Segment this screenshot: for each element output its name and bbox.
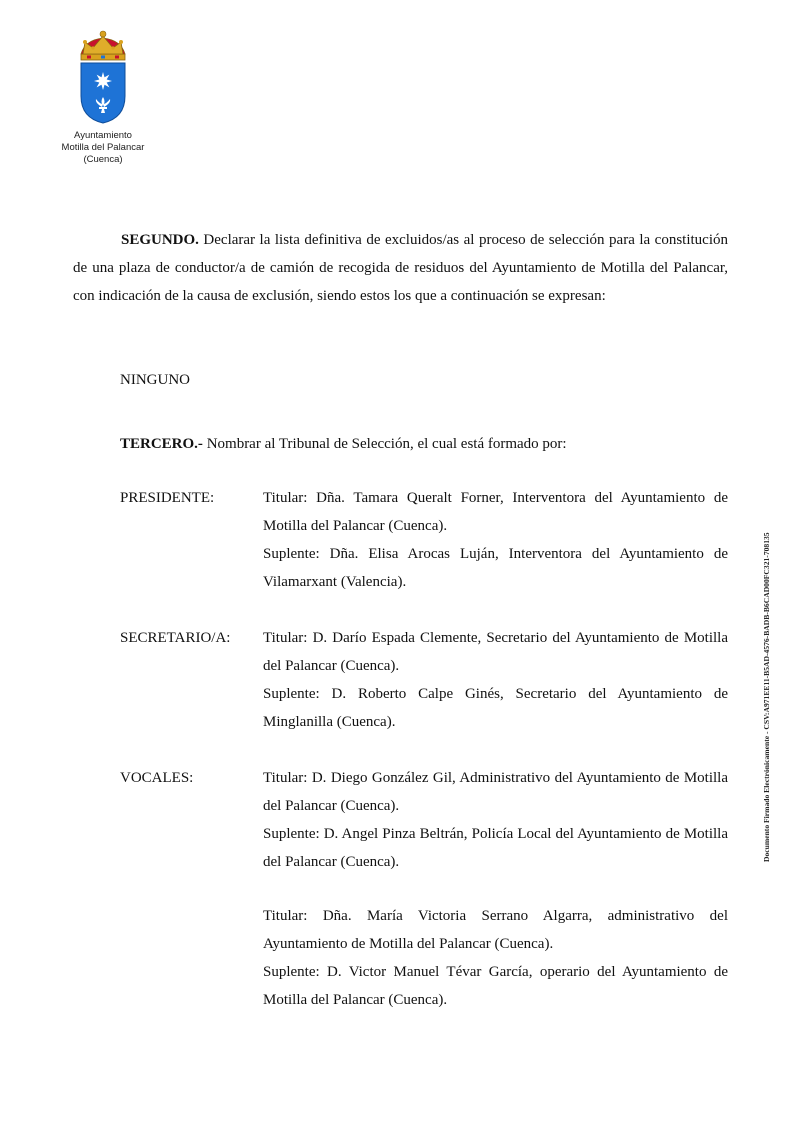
- vocal-suplente-2: Suplente: D. Victor Manuel Tévar García, operario del Ayuntamiento de Motilla del Palancar (Cuenca).: [263, 964, 728, 1008]
- role-vocales: VOCALES:: [120, 770, 194, 786]
- coat-of-arms-icon: [73, 28, 133, 124]
- vocal-suplente-1: Suplente: D. Angel Pinza Beltrán, Policía Local del Ayuntamiento de Motilla del Palancar (Cuenca).: [263, 826, 728, 870]
- excluded-list-value: NINGUNO: [120, 372, 190, 388]
- municipal-logo: [48, 28, 158, 166]
- segundo-paragraph: [73, 226, 728, 310]
- presidente-members: [263, 484, 728, 596]
- presidente-titular: Titular: Dña. Tamara Queralt Forner, Interventora del Ayuntamiento de Motilla del Palancar (Cuenca).: [263, 490, 728, 534]
- segundo-text: Declarar la lista definitiva de excluidos/as al proceso de selección para la constitución de una plaza de conductor/a de camión de recogida de residuos del Ayuntamiento de Motilla del Palancar, con indicación de la causa de exclusión, siendo estos los que a continuación se expresan:: [73, 232, 728, 304]
- secretario-titular: Titular: D. Darío Espada Clemente, Secretario del Ayuntamiento de Motilla del Palancar (Cuenca).: [263, 630, 728, 674]
- logo-caption-line: Ayuntamiento: [74, 130, 132, 141]
- role-secretario: SECRETARIO/A:: [120, 630, 231, 646]
- vocal-titular-1: Titular: D. Diego González Gil, Administrativo del Ayuntamiento de Motilla del Palancar (Cuenca).: [263, 770, 728, 814]
- tercero-paragraph: [120, 430, 567, 458]
- tercero-heading: TERCERO.-: [120, 436, 203, 452]
- electronic-signature-csv: Documento Firmado Electrónicamente - CSV:A971EE11-B5AD-4576-BADB-B6CAD00FC321-708135: [762, 532, 771, 862]
- tercero-text: Nombrar al Tribunal de Selección, el cual está formado por:: [202, 436, 567, 452]
- presidente-suplente: Suplente: Dña. Elisa Arocas Luján, Interventora del Ayuntamiento de Vilamarxant (Valencia).: [263, 546, 728, 590]
- logo-caption: [48, 130, 158, 166]
- logo-caption-line: (Cuenca): [83, 154, 123, 165]
- vocal-titular-2: Titular: Dña. María Victoria Serrano Algarra, administrativo del Ayuntamiento de Motilla del Palancar (Cuenca).: [263, 908, 728, 952]
- secretario-suplente: Suplente: D. Roberto Calpe Ginés, Secretario del Ayuntamiento de Minglanilla (Cuenca).: [263, 686, 728, 730]
- role-presidente: PRESIDENTE:: [120, 490, 215, 506]
- logo-caption-line: Motilla del Palancar: [61, 142, 145, 153]
- vocales-members-1: [263, 764, 728, 876]
- secretario-members: [263, 624, 728, 736]
- segundo-heading: SEGUNDO.: [121, 232, 199, 248]
- vocales-members-2: [263, 902, 728, 1014]
